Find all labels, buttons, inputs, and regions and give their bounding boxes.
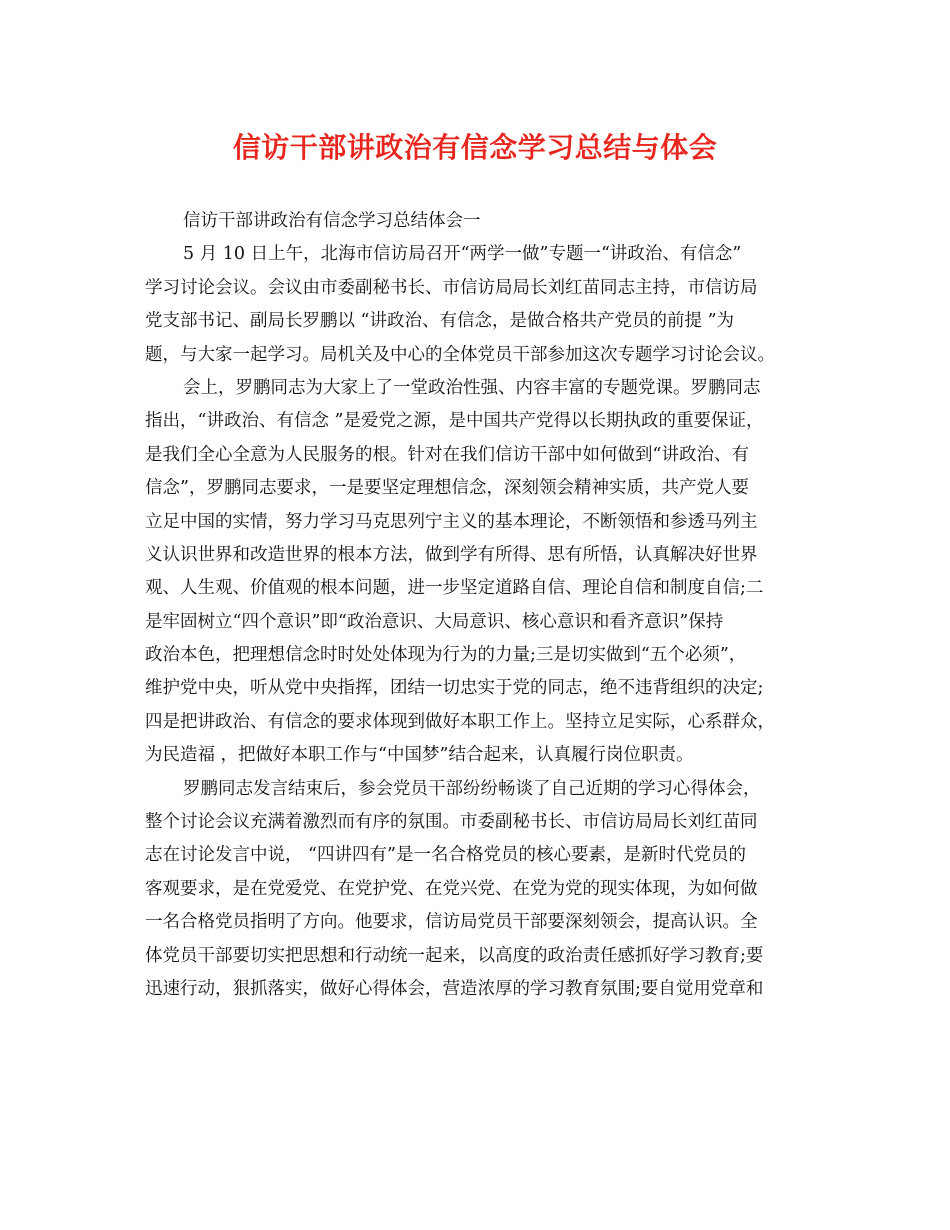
body-text-line: 四是把讲政治、有信念的要求体现到做好本职工作上。坚持立足实际，心系群众， bbox=[145, 711, 775, 732]
body-text-line: 一名合格党员指明了方向。他要求，信访局党员干部要深刻领会，提高认识。全 bbox=[145, 912, 758, 933]
body-text-line: 义认识世界和改造世界的根本方法，做到学有所得、思有所悟，认真解决好世界 bbox=[145, 544, 758, 565]
body-text-line: 体党员干部要切实把思想和行动统一起来，以高度的政治责任感抓好学习教育;要 bbox=[145, 945, 764, 966]
body-text-line: 立足中国的实情，努力学习马克思列宁主义的基本理论，不断领悟和参透马列主 bbox=[145, 511, 758, 532]
body-text-line: 党支部书记、副局长罗鹏以 “讲政治、有信念，是做合格共产党员的前提 ”为 bbox=[145, 311, 735, 332]
body-text-line: 信访干部讲政治有信念学习总结体会一 bbox=[183, 211, 481, 231]
body-text-line: 学习讨论会议。会议由市委副秘书长、市信访局局长刘红苗同志主持，市信访局 bbox=[145, 277, 758, 298]
body-text-line: 维护党中央，听从党中央指挥，团结一切忠实于党的同志，绝不违背组织的决定; bbox=[145, 678, 764, 699]
body-text-line: 观、人生观、价值观的根本问题，进一步坚定道路自信、理论自信和制度自信;二 bbox=[145, 578, 764, 599]
body-text-line: 题，与大家一起学习。局机关及中心的全体党员干部参加这次专题学习讨论会议。 bbox=[145, 344, 775, 365]
document-body bbox=[145, 205, 805, 1006]
body-text-line: 5 月 10 日上午，北海市信访局召开“两学一做”专题一“讲政治、有信念” bbox=[183, 244, 742, 265]
body-text-line: 是牢固树立“四个意识”即“政治意识、大局意识、核心意识和看齐意识”保持 bbox=[145, 611, 724, 632]
body-text-line: 整个讨论会议充满着激烈而有序的氛围。市委副秘书长、市信访局局长刘红苗同 bbox=[145, 812, 758, 833]
body-text-line: 指出，“讲政治、有信念 ”是爱党之源，是中国共产党得以长期执政的重要保证， bbox=[145, 411, 764, 432]
body-text-line: 客观要求，是在党爱党、在党护党、在党兴党、在党为党的现实体现，为如何做 bbox=[145, 878, 758, 899]
body-text-line: 志在讨论发言中说， “四讲四有”是一名合格党员的核心要素，是新时代党员的 bbox=[145, 845, 746, 866]
body-text-line: 迅速行动，狠抓落实，做好心得体会，营造浓厚的学习教育氛围;要自觉用党章和 bbox=[145, 978, 764, 999]
body-text-line: 会上，罗鹏同志为大家上了一堂政治性强、内容丰富的专题党课。罗鹏同志 bbox=[183, 377, 761, 398]
body-text-line: 罗鹏同志发言结束后，参会党员干部纷纷畅谈了自己近期的学习心得体会， bbox=[183, 778, 761, 799]
body-text-line: 政治本色，把理想信念时时处处体现为行为的力量;三是切实做到“五个必须”， bbox=[145, 645, 747, 666]
body-text-line: 是我们全心全意为人民服务的根。针对在我们信访干部中如何做到“讲政治、有 bbox=[145, 444, 749, 465]
body-text-line: 信念”，罗鹏同志要求，一是要坚定理想信念，深刻领会精神实质，共产党人要 bbox=[145, 478, 749, 499]
document-title: 信访干部讲政治有信念学习总结与体会 bbox=[232, 131, 718, 164]
body-text-line: 为民造福 ，把做好本职工作与“中国梦”结合起来，认真履行岗位职责。 bbox=[145, 745, 694, 766]
